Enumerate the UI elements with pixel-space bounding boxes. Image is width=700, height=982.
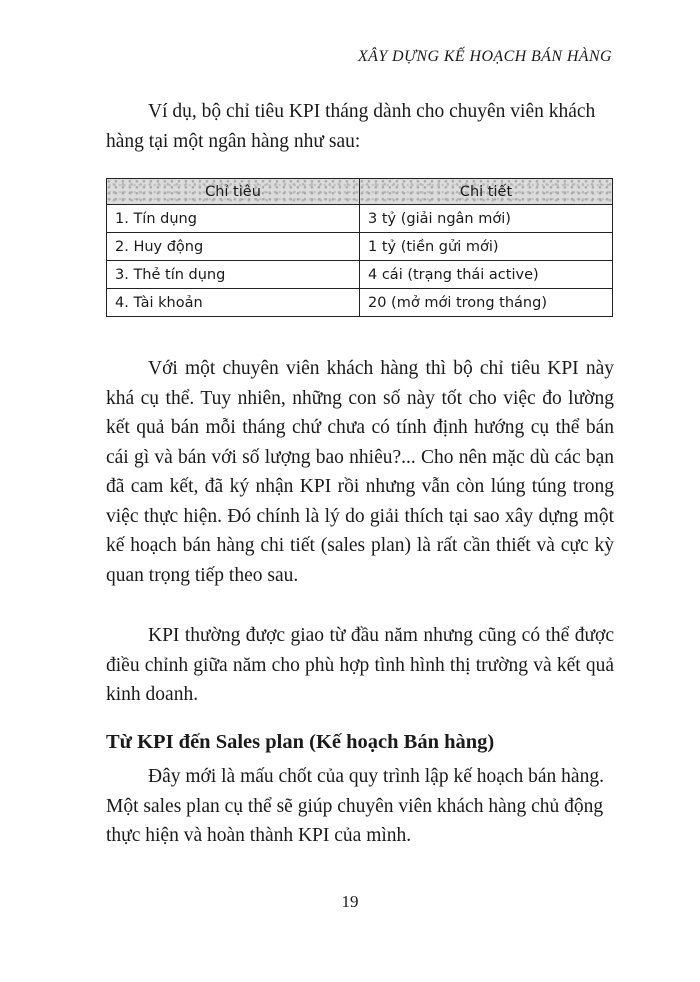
body-paragraph: KPI thường được giao từ đầu năm nhưng cũng có thể được điều chỉnh giữa năm cho phù hợp tình hình thị trường và kết quả kinh doanh. [106,625,614,705]
cell-criteria: 4. Tài khoản [107,289,360,317]
cell-criteria: 3. Thẻ tín dụng [107,261,360,289]
table-row [107,233,613,261]
column-header-detail: Chi tiết [360,179,613,205]
table-row [107,205,613,233]
page-number: 19 [341,892,359,911]
intro-paragraph: Ví dụ, bộ chỉ tiêu KPI tháng dành cho chuyên viên khách hàng tại một ngân hàng như sau: [106,101,596,152]
cell-criteria: 2. Huy động [107,233,360,261]
cell-detail: 4 cái (trạng thái active) [360,261,613,289]
table-header-row [107,179,613,205]
section-paragraph: Đây mới là mấu chốt của quy trình lập kế hoạch bán hàng. Một sales plan cụ thể sẽ giúp chuyên viên khách hàng chủ động thực hiện và hoàn thành KPI của mình. [106,766,604,846]
section-heading: Từ KPI đến Sales plan (Kế hoạch Bán hàng) [106,731,495,753]
cell-detail: 20 (mở mới trong tháng) [360,289,613,317]
cell-detail: 1 tỷ (tiền gửi mới) [360,233,613,261]
cell-detail: 3 tỷ (giải ngân mới) [360,205,613,233]
running-header: XÂY DỰNG KẾ HOẠCH BÁN HÀNG [357,48,612,65]
kpi-table [106,178,613,317]
table-row [107,261,613,289]
cell-criteria: 1. Tín dụng [107,205,360,233]
table-row [107,289,613,317]
column-header-criteria: Chỉ tiêu [107,179,360,205]
body-paragraph: Với một chuyên viên khách hàng thì bộ chỉ tiêu KPI này khá cụ thể. Tuy nhiên, những con số này tốt cho việc đo lường kết quả bán mỗi tháng chứ chưa có tính định hướng cụ thể bán cái gì và bán với số lượng bao nhiêu?... Cho nên mặc dù các bạn đã cam kết, đã ký nhận KPI rồi nhưng vẫn còn lúng túng trong việc thực hiện. Đó chính là lý do giải thích tại sao xây dựng một kế hoạch bán hàng chi tiết (sales plan) là rất cần thiết và cực kỳ quan trọng tiếp theo sau. [106,358,614,586]
